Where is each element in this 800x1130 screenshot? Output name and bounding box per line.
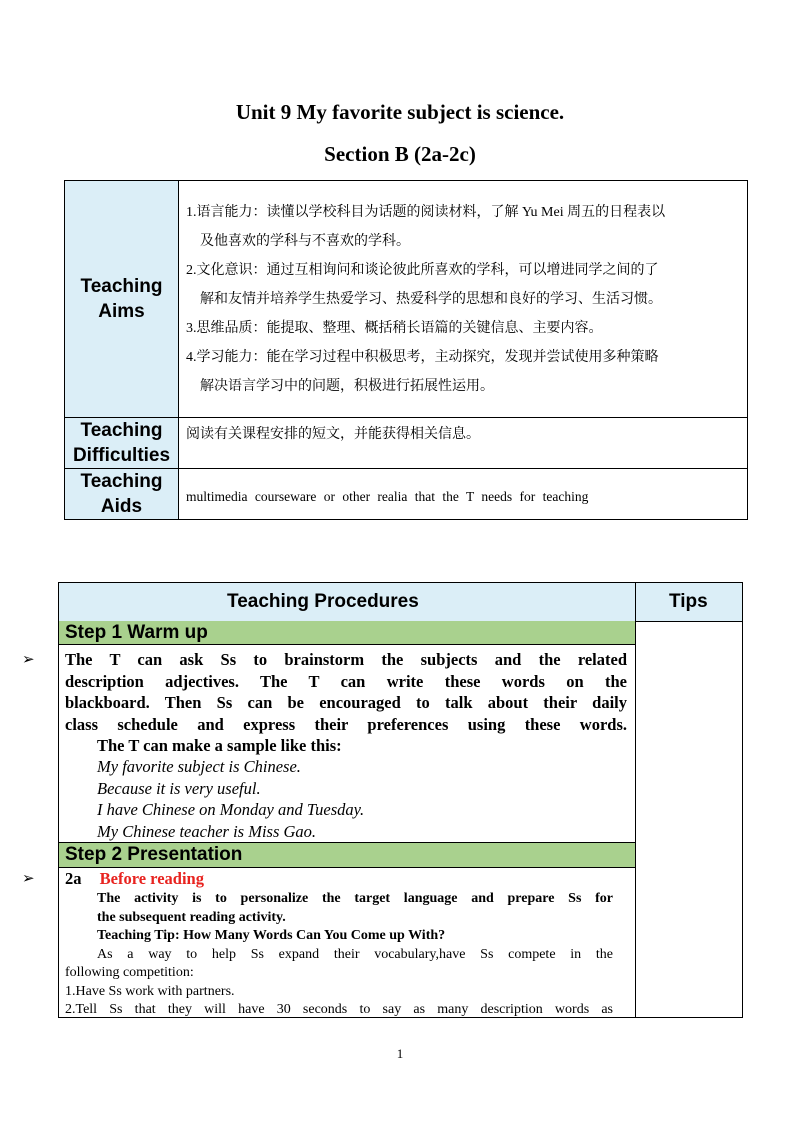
aims-label-line-2: Aims bbox=[98, 301, 145, 322]
aim-number: 4. bbox=[186, 349, 197, 365]
step1-description bbox=[65, 649, 627, 757]
difficulties-label-line-2: Difficulties bbox=[72, 445, 171, 466]
example-line: I have Chinese on Monday and Tuesday. bbox=[97, 800, 365, 819]
aim-text-line-2: 解和友情并培养学生热爱学习、热爱科学的思想和良好的学习、生活习惯。 bbox=[200, 291, 662, 307]
tip-line: As a way to help Ss expand their vocabulary,have Ss compete in the bbox=[97, 946, 613, 962]
aim-text-line-1: 思维品质：能提取、整理、概括稍长语篇的关键信息、主要内容。 bbox=[196, 320, 603, 336]
aim-text-line-2: 解决语言学习中的问题，积极进行拓展性运用。 bbox=[200, 378, 494, 394]
difficulties-label-line-1: Teaching bbox=[80, 420, 163, 441]
aim-number: 1. bbox=[186, 204, 197, 220]
difficulties-label bbox=[65, 418, 179, 469]
difficulties-text: 阅读有关课程安排的短文，并能获得相关信息。 bbox=[186, 427, 480, 442]
activity-title: Before reading bbox=[99, 869, 204, 888]
purpose-line: The activity is to personalize the target language and prepare Ss for bbox=[97, 891, 613, 906]
tip-line: following competition: bbox=[65, 965, 194, 980]
bullet-arrow-icon: ➢ bbox=[22, 871, 35, 887]
example-line: Because it is very useful. bbox=[97, 778, 261, 798]
example-line: My Chinese teacher is Miss Gao. bbox=[97, 821, 317, 841]
aim-item bbox=[186, 314, 741, 343]
step1-heading: Step 1 Warm up bbox=[59, 621, 635, 645]
aids-label bbox=[65, 469, 179, 520]
title-line-2: Section B (2a-2c) bbox=[324, 142, 476, 166]
tips-column bbox=[636, 621, 742, 1017]
aims-label-line-1: Teaching bbox=[80, 276, 163, 297]
aims-content bbox=[179, 181, 748, 418]
activity-code: 2a bbox=[65, 869, 82, 888]
tips-header-title: Tips bbox=[669, 591, 708, 612]
aids-label-line-2: Aids bbox=[100, 496, 143, 517]
aim-text-line-1: 学习能力：能在学习过程中积极思考，主动探究，发现并尝试使用多种策略 bbox=[196, 349, 659, 365]
aim-item bbox=[186, 198, 741, 256]
aim-text-line-2: 及他喜欢的学科与不喜欢的学科。 bbox=[200, 233, 410, 249]
procedures-table bbox=[58, 582, 743, 1018]
procedures-header bbox=[59, 583, 742, 622]
aim-number: 3. bbox=[186, 320, 197, 336]
aids-text: multimedia courseware or other realia that the T needs for teaching bbox=[186, 489, 589, 504]
step1-examples bbox=[97, 756, 364, 842]
activity-2a-body bbox=[65, 890, 613, 1020]
step1-line: class schedule and express their preferences using these words. bbox=[65, 714, 627, 734]
example-line: My favorite subject is Chinese. bbox=[97, 757, 301, 776]
aim-item bbox=[186, 256, 741, 314]
aim-item bbox=[186, 343, 741, 401]
aims-label bbox=[65, 181, 179, 418]
aids-content bbox=[179, 469, 748, 520]
tip-item: 2.Tell Ss that they will have 30 seconds to say as many description words as bbox=[65, 1002, 613, 1017]
step1-line: blackboard. Then Ss can be encouraged to talk about their daily bbox=[65, 693, 627, 712]
aim-text-line-1: 语言能力：读懂以学校科目为话题的阅读材料，了解 Yu Mei 周五的日程表以 bbox=[196, 204, 666, 220]
step1-sample-intro: The T can make a sample like this: bbox=[97, 736, 342, 755]
aids-label-line-1: Teaching bbox=[80, 471, 163, 492]
title-line-1: Unit 9 My favorite subject is science. bbox=[235, 100, 565, 124]
purpose-line: the subsequent reading activity. bbox=[97, 909, 286, 925]
page-number: 1 bbox=[396, 1046, 404, 1061]
tip-title: Teaching Tip: How Many Words Can You Come up With? bbox=[97, 928, 446, 943]
activity-2a-heading bbox=[65, 869, 204, 889]
aim-text-line-1: 文化意识：通过互相询问和谈论彼此所喜欢的学科，可以增进同学之间的了 bbox=[196, 262, 659, 278]
bullet-arrow-icon: ➢ bbox=[22, 652, 35, 668]
step2-heading: Step 2 Presentation bbox=[59, 842, 635, 868]
step1-line: description adjectives. The T can write these words on the bbox=[65, 671, 627, 691]
aims-table bbox=[64, 180, 748, 520]
tip-item: 1.Have Ss work with partners. bbox=[65, 983, 235, 999]
step1-line: The T can ask Ss to brainstorm the subjects and the related bbox=[65, 650, 627, 669]
aim-number: 2. bbox=[186, 262, 197, 278]
difficulties-content bbox=[179, 418, 748, 469]
procedures-header-title: Teaching Procedures bbox=[227, 591, 419, 612]
